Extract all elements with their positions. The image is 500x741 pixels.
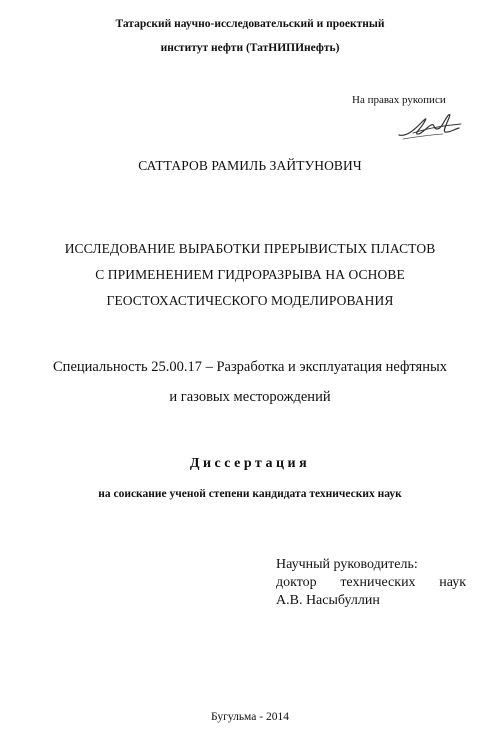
author-name: САТТАРОВ РАМИЛЬ ЗАЙТУНОВИЧ	[138, 158, 362, 173]
supervisor-name: А.В. Насыбуллин	[276, 593, 380, 608]
degree-statement: на соискание ученой степени кандидата технических наук	[98, 488, 402, 500]
institute-name-line-2: институт нефти (ТатНИПИнефть)	[160, 42, 340, 54]
manuscript-note: На правах рукописи	[352, 94, 446, 106]
dissertation-title-line-3: ГЕОСТОХАСТИЧЕСКОГО МОДЕЛИРОВАНИЯ	[106, 293, 394, 308]
supervisor-label: Научный руководитель:	[276, 557, 418, 572]
supervisor-title: доктор технических наук	[276, 575, 466, 590]
specialty-line-2: и газовых месторождений	[169, 389, 331, 405]
document-type-heading: Диссертация	[189, 456, 311, 471]
city-year: Бугульма - 2014	[211, 711, 289, 723]
dissertation-title-line-1: ИССЛЕДОВАНИЕ ВЫРАБОТКИ ПРЕРЫВИСТЫХ ПЛАСТОВ	[64, 241, 436, 256]
specialty-line-1: Специальность 25.00.17 – Разработка и эксплуатация нефтяных	[53, 359, 447, 375]
dissertation-title-line-2: С ПРИМЕНЕНИЕМ ГИДРОРАЗРЫВА НА ОСНОВЕ	[95, 267, 405, 282]
handwritten-signature	[395, 109, 465, 145]
institute-name-line-1: Татарский научно-исследовательский и проектный	[115, 18, 385, 30]
